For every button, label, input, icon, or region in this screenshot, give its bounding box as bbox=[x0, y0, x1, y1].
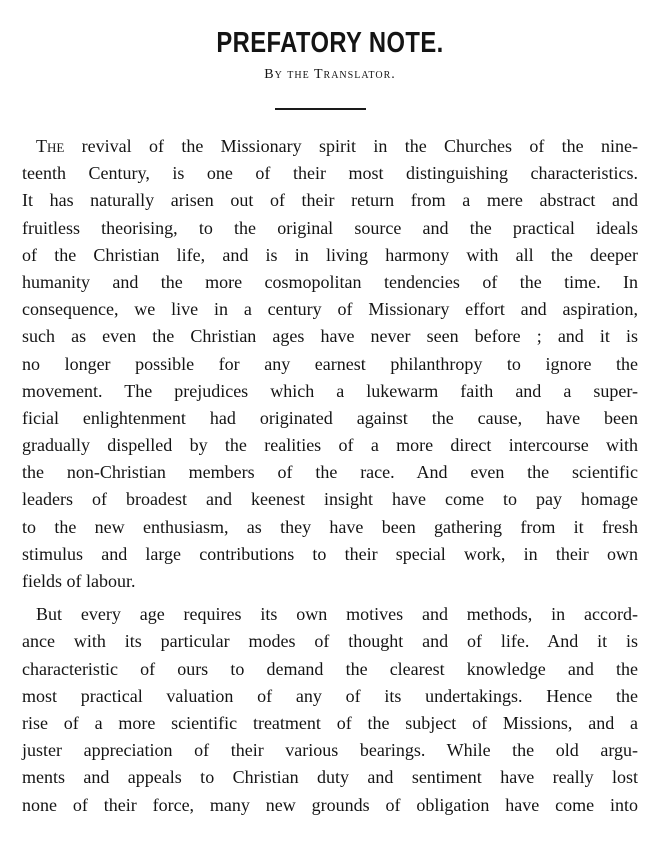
text-line: characteristic of ours to demand the clearest knowledge and the bbox=[22, 658, 638, 679]
text-line: fruitless theorising, to the original source and the practical ideals bbox=[22, 217, 638, 238]
text-line: juster appreciation of their various bearings. While the old argu- bbox=[22, 740, 638, 761]
paragraph-2 bbox=[22, 601, 638, 819]
text-line: stimulus and large contributions to their special work, in their own bbox=[22, 543, 638, 564]
text-line: consequence, we live in a century of Missionary effort and aspiration, bbox=[22, 299, 638, 320]
title-divider bbox=[275, 108, 366, 110]
text-line: to the new enthusiasm, as they have been gathering from it fresh bbox=[22, 516, 638, 537]
paragraph-1 bbox=[22, 133, 638, 595]
text-line: gradually dispelled by the realities of a more direct intercourse with bbox=[22, 435, 638, 456]
text-line: rise of a more scientific treatment of the subject of Missions, and a bbox=[22, 712, 638, 733]
lead-word: The bbox=[36, 136, 65, 156]
text-line: ments and appeals to Christian duty and sentiment have really lost bbox=[22, 767, 638, 788]
page-title: PREFATORY NOTE. bbox=[216, 27, 444, 59]
text-line: the non-Christian members of the race. And even the scientific bbox=[22, 462, 638, 483]
text-line: of the Christian life, and is in living harmony with all the deeper bbox=[22, 244, 638, 265]
text-line-content: revival of the Missionary spirit in the Churches of the nine- bbox=[81, 136, 638, 156]
body-text bbox=[22, 133, 638, 819]
text-line: no longer possible for any earnest philanthropy to ignore the bbox=[22, 353, 638, 374]
text-line: But every age requires its own motives and methods, in accord- bbox=[36, 604, 638, 625]
text-line: most practical valuation of any of its undertakings. Hence the bbox=[22, 685, 638, 706]
text-line: ficial enlightenment had originated against the cause, have been bbox=[22, 407, 638, 428]
text-line: leaders of broadest and keenest insight have come to pay homage bbox=[22, 489, 638, 510]
text-line: fields of labour. bbox=[22, 571, 136, 591]
text-line: such as even the Christian ages have never seen before ; and it is bbox=[22, 326, 638, 347]
text-line: teenth Century, is one of their most distinguishing characteristics. bbox=[22, 163, 638, 184]
page-subtitle: By the Translator. bbox=[264, 67, 396, 82]
text-line: movement. The prejudices which a lukewarm faith and a super- bbox=[22, 380, 638, 401]
text-line: It has naturally arisen out of their return from a mere abstract and bbox=[22, 190, 638, 211]
text-line bbox=[22, 133, 638, 160]
text-line: humanity and the more cosmopolitan tendencies of the time. In bbox=[22, 271, 638, 292]
text-line: none of their force, many new grounds of obligation have come into bbox=[22, 794, 638, 815]
text-line: ance with its particular modes of thought and of life. And it is bbox=[22, 631, 638, 652]
